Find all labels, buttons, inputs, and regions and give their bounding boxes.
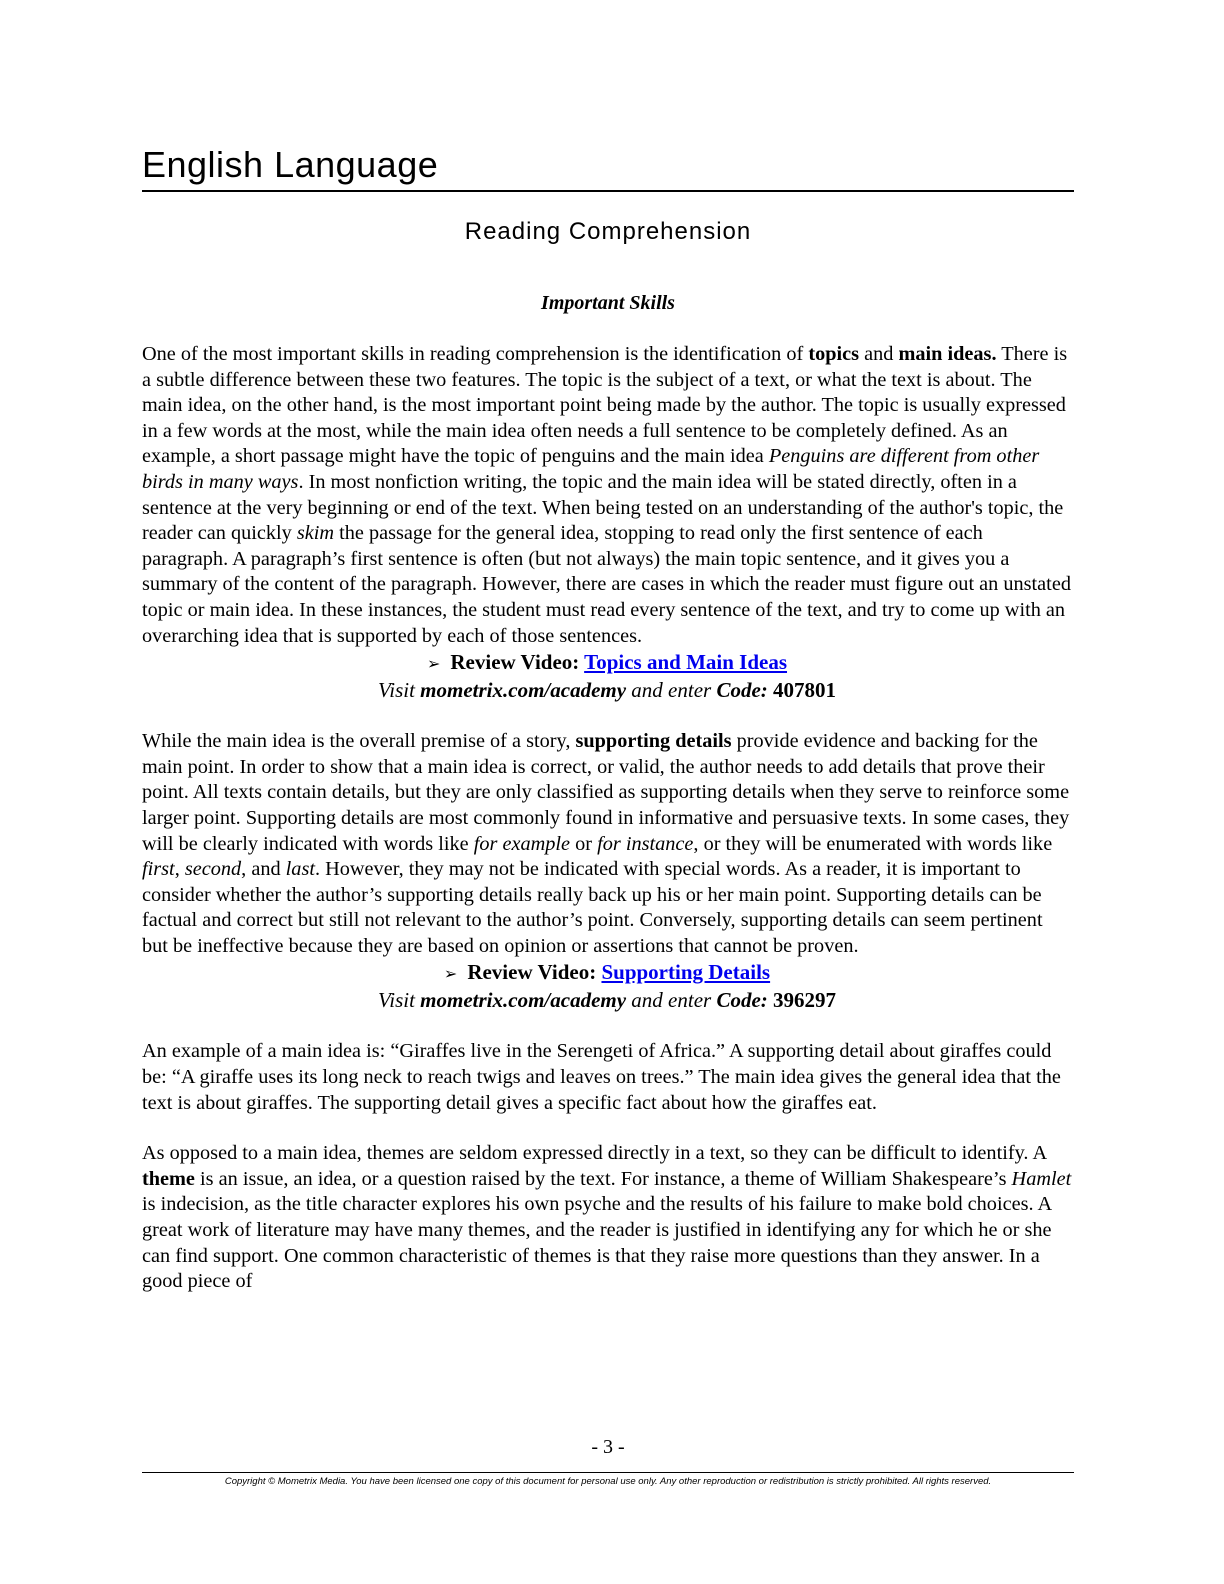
review-video-supporting: ➢ Review Video: Supporting Details (443, 960, 771, 985)
review-visit-line-supporting: Visit mometrix.com/academy and enter Code: 396297 (377, 988, 837, 1013)
site-url: mometrix.com/academy (420, 678, 627, 703)
paragraph-themes: As opposed to a main idea, themes are seldom expressed directly in a text, so they can be difficult to identify. A theme is an issue, an idea, or a question raised by the text. For instance, a theme of William Shakespeare’s Hamlet is indecision, as the title character explores his own psyche and the results of his failure to make bold choices. A great work of literature may have many themes, and the reader is justified in identifying any for which he or she can find support. One common characteristic of themes is that they raise more questions than they answer. In a good piece of (142, 1142, 1072, 1293)
term-skim: skim (296, 522, 335, 545)
section-title: Reading Comprehension (464, 218, 752, 245)
copyright-notice: Copyright © Mometrix Media. You have been licensed one copy of this document for personal use only. Any other reproduction or redistribution is strictly prohibited. All rights reserved. (224, 1476, 992, 1487)
footer-divider (142, 1472, 1074, 1473)
term-main-ideas: main ideas. (898, 343, 997, 365)
review-video-link-topics[interactable]: Topics and Main Ideas (584, 650, 788, 675)
paragraph-giraffe-example: An example of a main idea is: “Giraffes live in the Serengeti of Africa.” A supporting detail about giraffes could be: “A giraffe uses its long neck to reach twigs and leaves on trees.” The main idea gives the general idea that the text is about giraffes. The supporting detail gives a specific fact about how the giraffes eat. (142, 1040, 1061, 1114)
page-title: English Language (142, 144, 439, 185)
paragraph-supporting-details: While the main idea is the overall premise of a story, supporting details provide evidence and backing for the main point. In order to show that a main idea is correct, or valid, the author needs to add details that prove their point. All texts contain details, but they are only classified as supporting details when they serve to reinforce some larger point. Supporting details are most commonly found in informative and persuasive texts. In some cases, they will be clearly indicated with words like for example or for instance, or they will be enumerated with words like first, second, and last. However, they may not be indicated with special words. As a reader, it is important to consider whether the author’s supporting details really back up his or her main point. Supporting details can be factual and correct but still not relevant to the author’s point. Conversely, supporting details can seem pertinent but be ineffective because they are based on opinion or assertions that cannot be proven. (142, 730, 1070, 957)
example-main-idea: Penguins are different from other birds in many ways (142, 445, 1040, 493)
term-theme: theme (142, 1167, 195, 1190)
term-topics: topics (808, 343, 860, 365)
arrow-bullet-icon: ➢ (426, 654, 441, 674)
arrow-bullet-icon: ➢ (443, 964, 458, 984)
page-number: - 3 - (591, 1436, 625, 1458)
document-body (142, 342, 1072, 1295)
title-hamlet: Hamlet (1011, 1167, 1072, 1190)
subsection-title: Important Skills (541, 292, 675, 314)
page-header (142, 142, 1074, 192)
review-code: 396297 (767, 988, 837, 1013)
review-video-topics: ➢ Review Video: Topics and Main Ideas (426, 650, 788, 675)
site-url: mometrix.com/academy (420, 988, 627, 1013)
review-video-link-supporting[interactable]: Supporting Details (601, 960, 771, 985)
review-code: 407801 (767, 678, 837, 703)
term-supporting-details: supporting details (575, 730, 732, 753)
paragraph-topics-main-ideas: One of the most important skills in reading comprehension is the identification of topics and main ideas. There is a subtle difference between these two features. The topic is the subject of a text, or what the text is about. The main idea, on the other hand, is the most important point being made by the author. The topic is usually expressed in a few words at the most, while the main idea often needs a full sentence to be completely defined. As an example, a short passage might have the topic of penguins and the main idea Penguins are different from other birds in many ways. In most nonfiction writing, the topic and the main idea will be stated directly, often in a sentence at the very beginning or end of the text. When being tested on an understanding of the author's topic, the reader can quickly skim the passage for the general idea, stopping to read only the first sentence of each paragraph. A paragraph’s first sentence is often (but not always) the main topic sentence, and it gives you a summary of the content of the paragraph. However, there are cases in which the reader must figure out an unstated topic or main idea. In these instances, the student must read every sentence of the text, and try to come up with an overarching idea that is supported by each of those sentences. (142, 343, 1071, 647)
review-visit-line-topics: Visit mometrix.com/academy and enter Code: 407801 (377, 678, 837, 703)
